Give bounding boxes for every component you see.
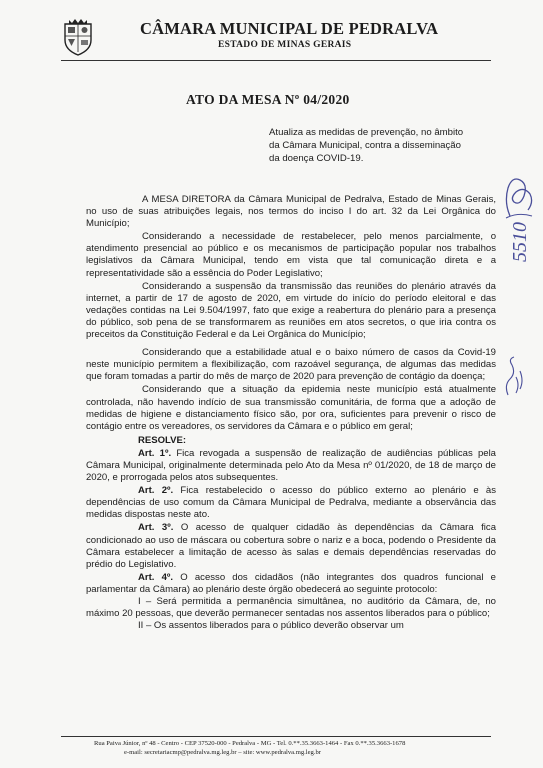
inciso-2: II – Os assentos liberados para o público deverão observar um <box>138 620 404 632</box>
article-text: Fica revogada a suspensão de realização de audiências públicas pela Câmara Municipal, originalmente determinada pelo Ato da Mesa nº 01/2020, de 18 de março de 2020, e prorrogada pelos atos subsequentes. <box>86 447 496 484</box>
handwritten-initials-icon <box>502 355 526 397</box>
resolve-heading: RESOLVE: <box>138 434 187 446</box>
whereas-paragraph: Considerando que a estabilidade atual e o baixo número de casos da Covid-19 neste município permitem a flexibilização, com razoável segurança, de algumas das medidas que foram tomadas a partir do mês de março de 2020 para prevenção de contágio da doença; <box>86 347 496 383</box>
article-1 <box>86 448 496 484</box>
article-label: Art. 1º. <box>138 447 172 459</box>
article-label: Art. 3º. <box>138 522 174 534</box>
footer-divider <box>61 736 491 737</box>
article-4 <box>86 572 496 596</box>
ementa <box>269 126 495 165</box>
article-label: Art. 4º. <box>138 571 174 583</box>
whereas-paragraph: Considerando a necessidade de restabelecer, pelo menos parcialmente, o atendimento presencial ao público e os mecanismos de participação popular nos trabalhos legislativos da Câmara Municipal, tendo em vista que tal comunicação direta e a representatividade são a essência do Poder Legislativo; <box>86 231 496 279</box>
whereas-paragraph: Considerando que a situação da epidemia neste município está atualmente controlada, não havendo indício de sua transmissão comunitária, de forma que a adoção de medidas de higiene e distanciamento físico são, por ora, suficientes para prevenir o risco de contágio entre os vereadores, os servidores da Câmara e o público em geral; <box>86 384 496 432</box>
article-3 <box>86 522 496 570</box>
handwritten-protocol-number: 5510 <box>509 222 531 262</box>
act-body <box>86 194 496 632</box>
handwritten-signature-icon <box>500 172 536 222</box>
ementa-line: da doença COVID-19. <box>269 153 364 164</box>
preamble-paragraph: A MESA DIRETORA da Câmara Municipal de Pedralva, Estado de Minas Gerais, no uso de suas atribuições legais, nos termos do inciso I do art. 32 da Lei Orgânica do Município; <box>86 194 496 230</box>
act-title: ATO DA MESA Nº 04/2020 <box>186 92 350 107</box>
article-text: O acesso dos cidadãos (não integrantes dos quadros funcional e parlamentar da Câmara) ao plenário deste órgão obedecerá ao seguinte protocolo: <box>86 571 496 595</box>
article-text: O acesso de qualquer cidadão às dependências da Câmara fica condicionado ao uso de máscara ou cobertura sobre o nariz e a boca, podendo o Presidente da Câmara estabelecer a limitação de acesso às salas e demais dependências reservadas do prédio do Legislativo. <box>86 522 496 570</box>
footer-contact: e-mail: secretariacmp@pedralva.mg.leg.br – site: www.pedralva.mg.leg.br <box>124 749 321 756</box>
inciso-1: I – Será permitida a permanência simultânea, no auditório da Câmara, de, no máximo 20 pessoas, que deverão permanecer sentadas nos assentos liberados para o público; <box>86 596 496 620</box>
footer-address: Rua Paiva Júnior, nº 48 - Centro - CEP 37520-000 - Pedralva - MG - Tel. 0.**.35.3663-1464 - Fax 0.**.35.3663-1678 <box>94 740 406 747</box>
whereas-paragraph: Considerando a suspensão da transmissão das reuniões do plenário através da internet, a partir de 17 de agosto de 2020, em virtude do início do período eleitoral e das vedações contidas na Lei 9.504/1997, fato que exige a reabertura do plenário para a presença do público, sob pena de se transformarem as reuniões em atos secretos, o que iria contra os preceitos da Constituição Federal e da Lei Orgânica do Município; <box>86 280 496 341</box>
ementa-line: Atualiza as medidas de prevenção, no âmbito <box>269 127 464 138</box>
article-text: Fica restabelecido o acesso do público externo ao plenário e às dependências de uso comum da Câmara Municipal de Pedralva, mediante a observância das medidas dispostas neste ato. <box>86 485 496 521</box>
ementa-line: da Câmara Municipal, contra a disseminação <box>269 140 461 151</box>
municipal-crest-icon <box>62 18 94 56</box>
institution-subtitle: ESTADO DE MINAS GERAIS <box>218 40 352 50</box>
article-label: Art. 2º. <box>138 485 174 497</box>
header-divider <box>61 60 491 61</box>
article-2 <box>86 485 496 521</box>
institution-title: CÂMARA MUNICIPAL DE PEDRALVA <box>140 19 439 38</box>
